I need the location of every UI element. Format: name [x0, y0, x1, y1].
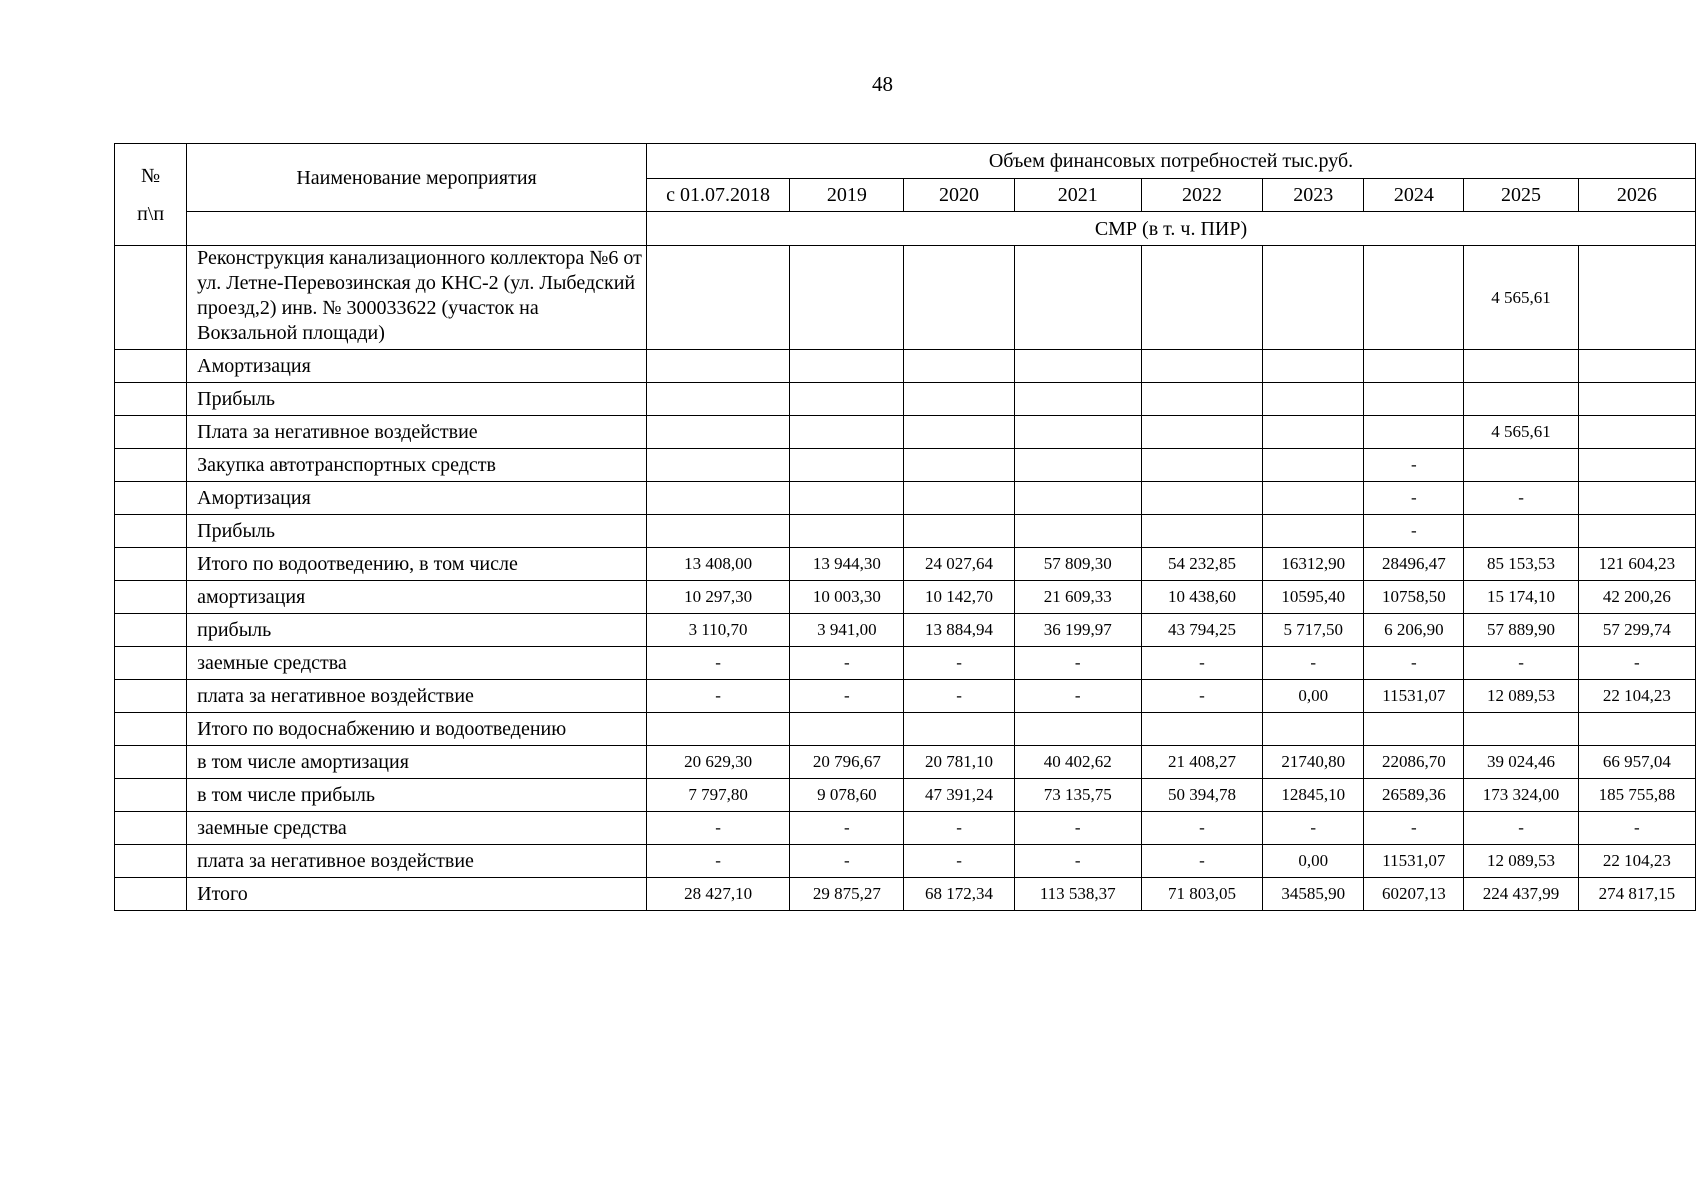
value-cell: [1263, 515, 1364, 548]
value-cell: [1364, 246, 1464, 350]
value-cell: -: [904, 647, 1014, 680]
value-cell: -: [1578, 812, 1695, 845]
value-cell: -: [1464, 812, 1578, 845]
value-cell: [1464, 713, 1578, 746]
row-number-cell: [115, 581, 187, 614]
value-cell: 10758,50: [1364, 581, 1464, 614]
value-cell: [904, 246, 1014, 350]
value-cell: [1014, 482, 1141, 515]
year-column-header: 2021: [1014, 179, 1141, 212]
value-cell: 22086,70: [1364, 746, 1464, 779]
value-cell: [1014, 350, 1141, 383]
value-cell: -: [1364, 449, 1464, 482]
value-cell: [790, 515, 904, 548]
value-cell: 6 206,90: [1364, 614, 1464, 647]
value-cell: -: [1014, 647, 1141, 680]
value-cell: [790, 416, 904, 449]
value-cell: [1578, 713, 1695, 746]
row-number-cell: [115, 449, 187, 482]
table-row: [115, 548, 1696, 581]
activity-name-cell: Амортизация: [187, 482, 647, 515]
activity-name-cell: амортизация: [187, 581, 647, 614]
value-cell: [1364, 713, 1464, 746]
value-cell: [1464, 449, 1578, 482]
value-cell: [1014, 246, 1141, 350]
value-cell: [1364, 350, 1464, 383]
activity-name-cell: Плата за негативное воздействие: [187, 416, 647, 449]
value-cell: 47 391,24: [904, 779, 1014, 812]
value-cell: -: [1141, 845, 1262, 878]
value-cell: 22 104,23: [1578, 680, 1695, 713]
value-cell: [1141, 416, 1262, 449]
value-cell: 0,00: [1263, 845, 1364, 878]
value-cell: -: [1464, 482, 1578, 515]
year-column-header: с 01.07.2018: [646, 179, 789, 212]
activity-name-cell: в том числе амортизация: [187, 746, 647, 779]
row-number-cell: [115, 515, 187, 548]
row-number-cell: [115, 746, 187, 779]
value-cell: 21 609,33: [1014, 581, 1141, 614]
value-cell: [904, 482, 1014, 515]
table-row: [115, 383, 1696, 416]
table-row: [115, 845, 1696, 878]
row-number-cell: [115, 548, 187, 581]
table-row: [115, 581, 1696, 614]
activity-name-cell: Итого по водоотведению, в том числе: [187, 548, 647, 581]
value-cell: 54 232,85: [1141, 548, 1262, 581]
value-cell: 274 817,15: [1578, 878, 1695, 911]
blank-header-cell: [187, 212, 647, 246]
value-cell: -: [1014, 680, 1141, 713]
value-cell: [1578, 246, 1695, 350]
value-cell: 11531,07: [1364, 845, 1464, 878]
table-row: [115, 713, 1696, 746]
value-cell: -: [1364, 515, 1464, 548]
value-cell: [1141, 383, 1262, 416]
value-cell: -: [646, 680, 789, 713]
value-cell: 11531,07: [1364, 680, 1464, 713]
row-number-cell: [115, 482, 187, 515]
value-cell: 5 717,50: [1263, 614, 1364, 647]
value-cell: 20 796,67: [790, 746, 904, 779]
value-cell: 66 957,04: [1578, 746, 1695, 779]
value-cell: 60207,13: [1364, 878, 1464, 911]
value-cell: -: [1464, 647, 1578, 680]
value-cell: [1014, 449, 1141, 482]
value-cell: 36 199,97: [1014, 614, 1141, 647]
year-column-header: 2024: [1364, 179, 1464, 212]
value-cell: -: [1141, 647, 1262, 680]
year-column-header: 2020: [904, 179, 1014, 212]
value-cell: [1578, 383, 1695, 416]
value-cell: 24 027,64: [904, 548, 1014, 581]
value-cell: [1141, 515, 1262, 548]
value-cell: 4 565,61: [1464, 416, 1578, 449]
page-number: 48: [872, 72, 893, 96]
value-cell: [1263, 246, 1364, 350]
activity-name-cell: Итого: [187, 878, 647, 911]
value-cell: 3 110,70: [646, 614, 789, 647]
value-cell: [904, 350, 1014, 383]
value-cell: -: [646, 845, 789, 878]
value-cell: 26589,36: [1364, 779, 1464, 812]
construction-works-header: СМР (в т. ч. ПИР): [646, 212, 1695, 246]
value-cell: [790, 482, 904, 515]
value-cell: [646, 713, 789, 746]
row-number-cell: [115, 614, 187, 647]
value-cell: [646, 246, 789, 350]
row-number-cell: [115, 416, 187, 449]
value-cell: [1014, 416, 1141, 449]
value-cell: [646, 449, 789, 482]
activity-name-cell: Амортизация: [187, 350, 647, 383]
value-cell: [1141, 449, 1262, 482]
value-cell: [646, 383, 789, 416]
value-cell: -: [1263, 812, 1364, 845]
value-cell: [646, 416, 789, 449]
activity-name-cell: Прибыль: [187, 515, 647, 548]
value-cell: [646, 482, 789, 515]
activity-name-cell: прибыль: [187, 614, 647, 647]
value-cell: -: [1014, 845, 1141, 878]
value-cell: 121 604,23: [1578, 548, 1695, 581]
table-row: [115, 515, 1696, 548]
value-cell: [1141, 482, 1262, 515]
value-cell: -: [790, 812, 904, 845]
value-cell: -: [1364, 647, 1464, 680]
table-row: [115, 614, 1696, 647]
table-row: [115, 680, 1696, 713]
row-number-cell: [115, 812, 187, 845]
value-cell: 224 437,99: [1464, 878, 1578, 911]
value-cell: 28 427,10: [646, 878, 789, 911]
value-cell: [904, 515, 1014, 548]
value-cell: [790, 449, 904, 482]
value-cell: -: [904, 812, 1014, 845]
value-cell: [790, 713, 904, 746]
value-cell: [1464, 350, 1578, 383]
value-cell: -: [646, 812, 789, 845]
value-cell: 85 153,53: [1464, 548, 1578, 581]
value-cell: [1263, 713, 1364, 746]
value-cell: 10 297,30: [646, 581, 789, 614]
value-cell: 13 408,00: [646, 548, 789, 581]
value-cell: -: [646, 647, 789, 680]
activity-name-cell: Реконструкция канализационного коллектора №6 от ул. Летне-Перевозинская до КНС-2 (ул. Лыбедский проезд,2) инв. № 300033622 (участок на Вокзальной площади): [187, 246, 647, 350]
value-cell: -: [1364, 812, 1464, 845]
value-cell: 10 142,70: [904, 581, 1014, 614]
value-cell: [1014, 515, 1141, 548]
row-number-cell: [115, 680, 187, 713]
value-cell: 57 889,90: [1464, 614, 1578, 647]
value-cell: 113 538,37: [1014, 878, 1141, 911]
value-cell: 10595,40: [1263, 581, 1364, 614]
value-cell: 4 565,61: [1464, 246, 1578, 350]
value-cell: [1014, 713, 1141, 746]
table-row: [115, 350, 1696, 383]
value-cell: 57 809,30: [1014, 548, 1141, 581]
table-row: [115, 746, 1696, 779]
row-number-cell: [115, 383, 187, 416]
value-cell: 50 394,78: [1141, 779, 1262, 812]
value-cell: 68 172,34: [904, 878, 1014, 911]
value-cell: [1263, 449, 1364, 482]
table-row: [115, 647, 1696, 680]
value-cell: [1263, 416, 1364, 449]
value-cell: 13 884,94: [904, 614, 1014, 647]
value-cell: [904, 416, 1014, 449]
activity-name-cell: заемные средства: [187, 812, 647, 845]
activity-name-cell: Прибыль: [187, 383, 647, 416]
row-number-cell: [115, 647, 187, 680]
value-cell: -: [1263, 647, 1364, 680]
value-cell: [1364, 383, 1464, 416]
table-row: [115, 416, 1696, 449]
value-cell: -: [1141, 812, 1262, 845]
value-cell: [1578, 416, 1695, 449]
year-column-header: 2022: [1141, 179, 1262, 212]
value-cell: 13 944,30: [790, 548, 904, 581]
value-cell: -: [904, 845, 1014, 878]
value-cell: [1263, 383, 1364, 416]
value-cell: -: [790, 845, 904, 878]
value-cell: [1464, 515, 1578, 548]
table-row: [115, 246, 1696, 350]
value-cell: [1263, 350, 1364, 383]
value-cell: 28496,47: [1364, 548, 1464, 581]
financial-needs-table: [114, 143, 1696, 911]
value-cell: 10 438,60: [1141, 581, 1262, 614]
value-cell: 29 875,27: [790, 878, 904, 911]
value-cell: -: [790, 647, 904, 680]
value-cell: 3 941,00: [790, 614, 904, 647]
value-cell: 185 755,88: [1578, 779, 1695, 812]
activity-name-cell: плата за негативное воздействие: [187, 845, 647, 878]
value-cell: [1464, 383, 1578, 416]
activity-name-cell: в том числе прибыль: [187, 779, 647, 812]
value-cell: -: [1364, 482, 1464, 515]
value-cell: [1578, 482, 1695, 515]
table-row: [115, 449, 1696, 482]
year-column-header: 2023: [1263, 179, 1364, 212]
value-cell: 7 797,80: [646, 779, 789, 812]
value-cell: [790, 383, 904, 416]
value-cell: -: [790, 680, 904, 713]
row-number-cell: [115, 779, 187, 812]
value-cell: -: [1578, 647, 1695, 680]
value-cell: 12 089,53: [1464, 845, 1578, 878]
value-cell: 21 408,27: [1141, 746, 1262, 779]
table-row: [115, 812, 1696, 845]
value-cell: -: [904, 680, 1014, 713]
year-column-header: 2019: [790, 179, 904, 212]
value-cell: [904, 449, 1014, 482]
value-cell: 12845,10: [1263, 779, 1364, 812]
value-cell: 173 324,00: [1464, 779, 1578, 812]
table-row: [115, 878, 1696, 911]
row-number-header: [115, 144, 187, 246]
value-cell: 16312,90: [1263, 548, 1364, 581]
activity-name-cell: заемные средства: [187, 647, 647, 680]
value-cell: [790, 350, 904, 383]
value-cell: 40 402,62: [1014, 746, 1141, 779]
value-cell: 43 794,25: [1141, 614, 1262, 647]
value-cell: [1141, 246, 1262, 350]
activity-name-header: Наименование мероприятия: [187, 144, 647, 212]
number-sign-label: №: [141, 164, 161, 187]
value-cell: 12 089,53: [1464, 680, 1578, 713]
row-number-cell: [115, 878, 187, 911]
activity-name-cell: плата за негативное воздействие: [187, 680, 647, 713]
value-cell: 71 803,05: [1141, 878, 1262, 911]
value-cell: 9 078,60: [790, 779, 904, 812]
value-cell: [1364, 416, 1464, 449]
activity-name-cell: Закупка автотранспортных средств: [187, 449, 647, 482]
value-cell: [1578, 350, 1695, 383]
year-column-header: 2026: [1578, 179, 1695, 212]
row-number-cell: [115, 246, 187, 350]
row-number-cell: [115, 350, 187, 383]
value-cell: 10 003,30: [790, 581, 904, 614]
value-cell: 57 299,74: [1578, 614, 1695, 647]
value-cell: [1014, 383, 1141, 416]
table-row: [115, 482, 1696, 515]
value-cell: 0,00: [1263, 680, 1364, 713]
row-number-cell: [115, 845, 187, 878]
table-row: [115, 779, 1696, 812]
value-cell: -: [1014, 812, 1141, 845]
value-cell: -: [1141, 680, 1262, 713]
value-cell: 20 781,10: [904, 746, 1014, 779]
value-cell: [1578, 515, 1695, 548]
value-cell: [1263, 482, 1364, 515]
value-cell: 39 024,46: [1464, 746, 1578, 779]
year-column-header: 2025: [1464, 179, 1578, 212]
value-cell: [646, 350, 789, 383]
value-cell: [790, 246, 904, 350]
value-cell: [646, 515, 789, 548]
value-cell: 15 174,10: [1464, 581, 1578, 614]
value-cell: [1141, 713, 1262, 746]
activity-name-cell: Итого по водоснабжению и водоотведению: [187, 713, 647, 746]
value-cell: [904, 383, 1014, 416]
value-cell: 21740,80: [1263, 746, 1364, 779]
financial-volume-header: Объем финансовых потребностей тыс.руб.: [646, 144, 1695, 179]
value-cell: 73 135,75: [1014, 779, 1141, 812]
row-number-cell: [115, 713, 187, 746]
value-cell: 20 629,30: [646, 746, 789, 779]
value-cell: [1578, 449, 1695, 482]
value-cell: 42 200,26: [1578, 581, 1695, 614]
value-cell: 22 104,23: [1578, 845, 1695, 878]
item-number-sublabel: п\п: [137, 202, 165, 225]
value-cell: [904, 713, 1014, 746]
value-cell: 34585,90: [1263, 878, 1364, 911]
value-cell: [1141, 350, 1262, 383]
